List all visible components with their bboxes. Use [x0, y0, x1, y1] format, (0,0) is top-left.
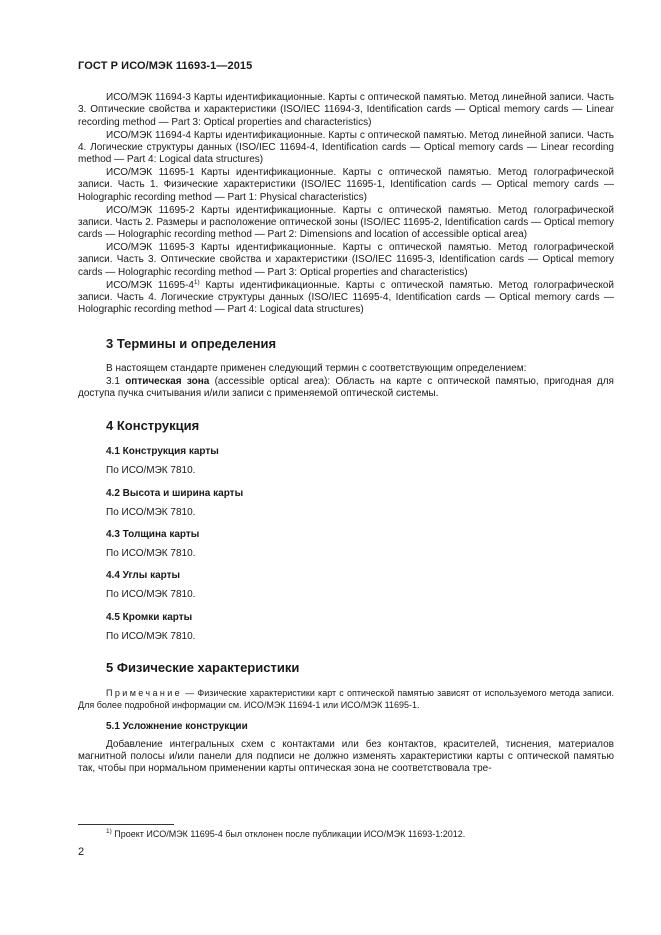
- footnote-marker: 1): [193, 278, 200, 286]
- footnote-divider: [78, 824, 174, 825]
- reference-item: ИСО/МЭК 11694-4 Карты идентификационные. Карты с оптической памятью. Метод линейной записи. Часть 4. Логические структуры данных (ISO/IEC 11694-4, Identification cards — Optical memory cards — Linear recording method — Part 4: Logical data structures): [78, 129, 614, 166]
- reference-item: ИСО/МЭК 11695-1 Карты идентификационные. Карты с оптической памятью. Метод голографической записи. Часть 1. Физические характеристики (ISO/IEC 11695-1, Identification cards — Optical memory cards — Holographic recording method — Part 1: Physical characteristics): [78, 167, 614, 203]
- section-4-title: 4 Конструкция: [106, 418, 200, 434]
- subsection-title: 4.5 Кромки карты: [106, 611, 193, 623]
- subsection-title: 4.3 Толщина карты: [106, 528, 200, 540]
- note: [78, 687, 614, 712]
- subsection-title: 4.1 Конструкция карты: [106, 446, 219, 458]
- standard-header: ГОСТ Р ИСО/МЭК 11693-1—2015: [78, 60, 253, 72]
- reference-item: ИСО/МЭК 11694-3 Карты идентификационные. Карты с оптической памятью. Метод линейной записи. Часть 3. Оптические свойства и характеристики (ISO/IEC 11694-3, Identification cards — Optical memory cards — Linear recording method — Part 3: Optical properties and characteristics): [78, 92, 614, 128]
- subsection-title: 4.4 Углы карты: [106, 570, 181, 582]
- note-text: — Физические характеристики карт с оптической памятью зависят от используемого метода записи. Для более подробной информации см. ИСО/МЭК 11694-1 или ИСО/МЭК 11695-1.: [78, 687, 614, 711]
- term-name: оптическая зона: [125, 375, 210, 387]
- subsection-text: По ИСО/МЭК 7810.: [106, 547, 196, 559]
- footnote: [106, 828, 465, 840]
- reference-text: Карты идентификационные. Карты с оптической памятью. Метод голографической записи. Часть 4. Логические структуры данных (ISO/IEC 11695-4, Identification cards — Optical memory cards — Holographic recording method — Part 4: Logical data structures): [78, 279, 615, 316]
- reference-item: [78, 280, 614, 317]
- reference-code: ИСО/МЭК 11695-4: [106, 279, 194, 291]
- section-3-intro: В настоящем стандарте применен следующий термин с соответствующим определением:: [106, 363, 527, 375]
- subsection-text: Добавление интегральных схем с контактами или без контактов, красителей, тиснения, материалов магнитной полосы и/или панели для подписи не должно изменять характеристики карты с оптической памятью так, чтобы при нормальном применении карты оптическая зона не соответствовала тре-: [78, 738, 614, 775]
- subsection-title: 4.2 Высота и ширина карты: [106, 487, 244, 499]
- note-label: Примечание: [106, 687, 183, 698]
- page-number: 2: [78, 846, 85, 858]
- section-5-title: 5 Физические характеристики: [106, 659, 300, 675]
- page-content: [78, 92, 614, 776]
- reference-item: ИСО/МЭК 11695-3 Карты идентификационные. Карты с оптической памятью. Метод голографической записи. Часть 3. Оптические свойства и характеристики (ISO/IEC 11695-3, Identification cards — Optical memory cards — Holographic recording method — Part 3: Optical properties and characteristics): [78, 242, 614, 278]
- footnote-text: Проект ИСО/МЭК 11695-4 был отклонен после публикации ИСО/МЭК 11693-1:2012.: [111, 829, 466, 839]
- subsection-text: По ИСО/МЭК 7810.: [106, 506, 196, 518]
- term-definition-text: (accessible optical area): Область на карте с оптической памятью, пригодная для доступа пучка считывания и/или записи с применяемой оптической системы.: [78, 375, 614, 399]
- term-number: 3.1: [106, 375, 126, 387]
- section-3-title: 3 Термины и определения: [106, 336, 277, 352]
- subsection-text: По ИСО/МЭК 7810.: [106, 589, 196, 601]
- subsection-text: По ИСО/МЭК 7810.: [106, 465, 196, 477]
- term-definition: [78, 376, 614, 401]
- normative-references: [78, 92, 614, 317]
- footnote-marker: 1): [106, 828, 112, 835]
- subsection-title: 5.1 Усложнение конструкции: [106, 720, 248, 732]
- reference-item: ИСО/МЭК 11695-2 Карты идентификационные. Карты с оптической памятью. Метод голографической записи. Часть 2. Размеры и расположение оптической зоны (ISO/IEC 11695-2, Identification cards — Optical memory cards — Holographic recording method — Part 2: Dimensions and location of accessible optical area): [78, 204, 614, 241]
- subsection-text: По ИСО/МЭК 7810.: [106, 630, 196, 642]
